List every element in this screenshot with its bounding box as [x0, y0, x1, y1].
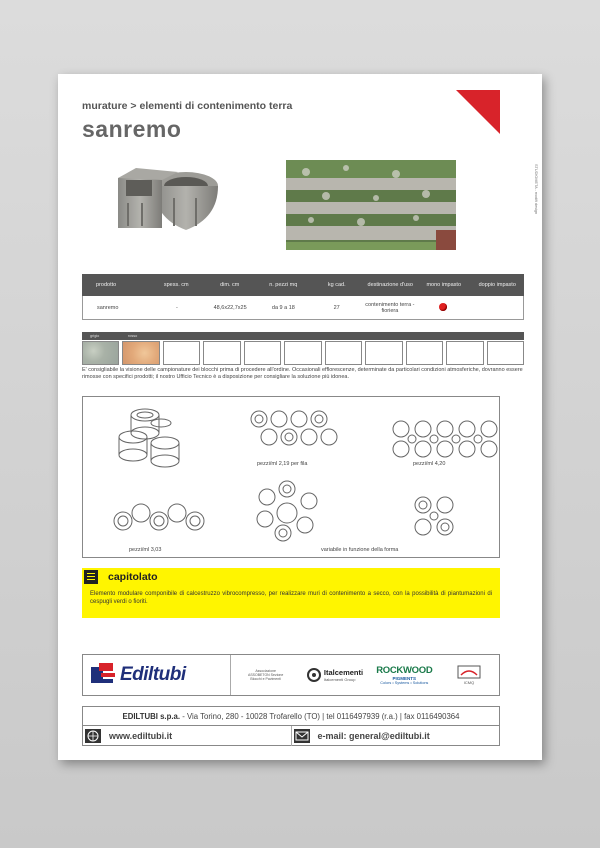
cell-pezzi: da 9 a 18 — [271, 304, 295, 311]
swatch-empty — [365, 341, 402, 365]
capitolato-text: Elemento modulare componibile di calcestruzzo vibrocompresso, per realizzare muri di contenimento a secco, con la possibilità di piantumazioni di cespugli verdi o fioriti. — [90, 591, 492, 605]
icmq-logo: ICMQ — [439, 655, 499, 695]
italcementi-mark-icon — [307, 668, 321, 682]
partner-logos — [82, 654, 500, 696]
swatch-rosso — [122, 341, 159, 365]
swatch-empty — [284, 341, 321, 365]
swatch-label-grigio: grigio — [90, 334, 100, 338]
swatch-empty — [446, 341, 483, 365]
col-prodotto: prodotto — [96, 282, 117, 288]
swatch-empty — [487, 341, 524, 365]
product-block-photo — [98, 158, 232, 250]
swatch-empty — [406, 341, 443, 365]
ring-pattern-drawing — [257, 481, 317, 541]
ediltubi-wordmark: Ediltubi — [120, 664, 186, 685]
mail-icon — [294, 729, 310, 743]
swatch-label-rosso: rosso — [128, 334, 138, 338]
wall-installation-photo — [286, 160, 456, 250]
italcementi-sub: Italcementi Group — [323, 677, 356, 682]
cell-prodotto: sanremo — [97, 304, 119, 311]
cell-mono — [417, 303, 470, 313]
icmq-mark-icon — [457, 665, 481, 679]
small-grid-drawing — [415, 497, 453, 535]
caption-single-row: pezzi/ml 3,03 — [129, 547, 162, 553]
red-dot-icon — [439, 303, 447, 311]
capitolato-title: capitolato — [108, 571, 158, 583]
col-kg: kg cad. — [327, 282, 346, 288]
spec-table-header — [82, 274, 524, 296]
red-corner-mark — [456, 90, 500, 134]
italcementi-logo — [300, 655, 369, 695]
col-dimensioni: dim. cm — [220, 282, 240, 288]
drawings-canvas — [83, 397, 501, 559]
ediltubi-mark-icon — [91, 663, 117, 687]
double-row-drawing — [251, 411, 337, 445]
company-name: EDILTUBI s.p.a. — [122, 711, 181, 721]
swatch-empty — [244, 341, 281, 365]
caption-grid: pezzi/ml 4,20 — [413, 461, 446, 467]
col-spessore: spess. cm — [163, 282, 189, 288]
iso-stack-drawing — [119, 409, 179, 467]
cell-kg: 27 — [333, 304, 340, 311]
caption-double-row: pezzi/ml 2,19 per fila — [257, 461, 308, 467]
grid-pattern-drawing — [393, 421, 497, 457]
cell-dimensioni: 48,6x22,7x25 — [213, 304, 247, 311]
swatch-note: E' consigliabile la visione delle campionature dei blocchi prima di procedere all'ordine. Occasionali efflorescenze, determinate da particolari condizioni atmosferiche, dovranno essere rimosse con specifici prodotti; il nostro Ufficio Tecnico è a disposizione per consigliare la soluzione più idonea. — [82, 367, 523, 380]
capitolato-box — [82, 568, 500, 618]
page-title: sanremo — [82, 116, 182, 142]
breadcrumb: murature > elementi di contenimento terra — [82, 100, 293, 112]
company-address — [82, 706, 500, 726]
rockwood-logo — [370, 655, 439, 695]
website-link[interactable]: www.ediltubi.it — [109, 730, 173, 741]
cell-destinazione: contenimento terra - fioriera — [365, 301, 415, 314]
installation-drawings — [82, 396, 500, 558]
document-icon — [84, 570, 98, 584]
vertical-credit: STUDIOMETA - modifi design — [534, 164, 538, 215]
col-pezzi: n. pezzi mq — [269, 282, 298, 288]
catalog-sheet — [58, 74, 542, 760]
rockwood-tagline: Colors • Systems • Solutions — [380, 681, 429, 685]
swatch-grigio — [82, 341, 119, 365]
spec-table — [82, 274, 524, 320]
col-doppio: doppio impasto — [478, 282, 516, 288]
caption-variable: variabile in funzione della forma — [321, 547, 399, 553]
cell-spessore: - — [175, 304, 178, 311]
color-swatches — [82, 341, 524, 365]
swatch-empty — [163, 341, 200, 365]
swatch-header-bar — [82, 332, 524, 340]
rockwood-wordmark: ROCKWOOD — [376, 665, 433, 676]
table-row — [82, 296, 524, 320]
globe-icon — [85, 729, 101, 743]
col-mono: mono impasto — [426, 282, 462, 288]
address-line: - Via Torino, 280 - 10028 Trofarello (TO) | tel 0116497939 (r.a.) | fax 0116490364 — [182, 711, 460, 721]
ediltubi-logo — [83, 655, 231, 695]
rockwood-sub: PIGMENTS — [392, 676, 417, 681]
italcementi-wordmark: Italcementi — [323, 668, 364, 677]
assobeton-logo: Associazione ASSOBETON Sezione Blocchi e Pavimenti — [247, 669, 284, 681]
single-row-drawing — [114, 504, 204, 530]
swatch-empty — [203, 341, 240, 365]
swatch-empty — [325, 341, 362, 365]
col-destinazione: destinazione d'uso — [367, 282, 413, 288]
contact-links — [82, 726, 500, 746]
email-link[interactable]: e-mail: general@ediltubi.it — [317, 730, 430, 741]
